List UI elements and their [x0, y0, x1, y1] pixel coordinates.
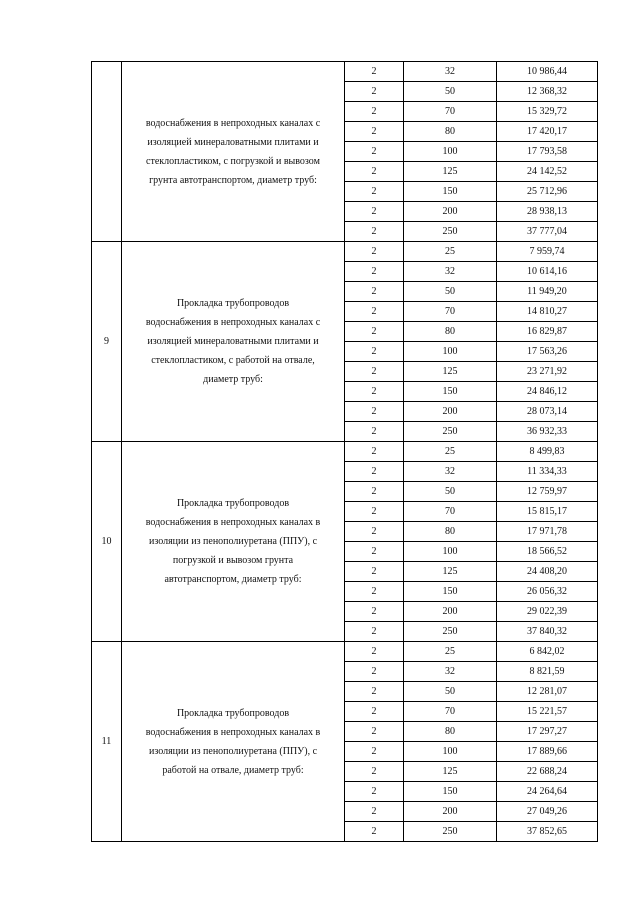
price-cell: 17 297,27 [497, 722, 598, 742]
price-cell: 15 221,57 [497, 702, 598, 722]
diameter-cell: 80 [404, 122, 497, 142]
price-cell: 10 614,16 [497, 262, 598, 282]
amount-cell: 2 [345, 782, 404, 802]
amount-cell: 2 [345, 642, 404, 662]
price-cell: 26 056,32 [497, 582, 598, 602]
item-number: 11 [92, 642, 122, 842]
diameter-cell: 100 [404, 542, 497, 562]
price-cell: 12 281,07 [497, 682, 598, 702]
amount-cell: 2 [345, 662, 404, 682]
price-cell: 8 821,59 [497, 662, 598, 682]
description-line: Прокладка трубопроводов [176, 707, 290, 719]
diameter-cell: 32 [404, 662, 497, 682]
price-cell: 28 073,14 [497, 402, 598, 422]
description-line: работой на отвале, диаметр труб: [162, 764, 304, 776]
diameter-cell: 50 [404, 482, 497, 502]
diameter-cell: 25 [404, 442, 497, 462]
price-cell: 17 420,17 [497, 122, 598, 142]
diameter-cell: 32 [404, 262, 497, 282]
description-line: водоснабжения в непроходных каналах в [145, 517, 321, 528]
amount-cell: 2 [345, 142, 404, 162]
price-cell: 22 688,24 [497, 762, 598, 782]
diameter-cell: 25 [404, 642, 497, 662]
description-line: изоляции из пенополиуретана (ППУ), с [148, 536, 318, 547]
description-line: погрузкой и вывозом грунта [172, 555, 294, 566]
price-cell: 18 566,52 [497, 542, 598, 562]
item-number: 10 [92, 442, 122, 642]
diameter-cell: 70 [404, 302, 497, 322]
diameter-cell: 70 [404, 102, 497, 122]
amount-cell: 2 [345, 82, 404, 102]
amount-cell: 2 [345, 462, 404, 482]
amount-cell: 2 [345, 622, 404, 642]
amount-cell: 2 [345, 482, 404, 502]
amount-cell: 2 [345, 262, 404, 282]
price-cell: 37 852,65 [497, 822, 598, 842]
price-cell: 15 815,17 [497, 502, 598, 522]
price-cell: 8 499,83 [497, 442, 598, 462]
amount-cell: 2 [345, 522, 404, 542]
item-description [122, 442, 345, 642]
diameter-cell: 150 [404, 182, 497, 202]
item-description [122, 242, 345, 442]
amount-cell: 2 [345, 122, 404, 142]
description-line: диаметр труб: [203, 374, 263, 385]
amount-cell: 2 [345, 282, 404, 302]
amount-cell: 2 [345, 722, 404, 742]
price-cell: 14 810,27 [497, 302, 598, 322]
price-cell: 7 959,74 [497, 242, 598, 262]
price-cell: 17 563,26 [497, 342, 598, 362]
diameter-cell: 150 [404, 582, 497, 602]
description-line: Прокладка трубопроводов [176, 298, 290, 309]
amount-cell: 2 [345, 702, 404, 722]
description-line: стеклопластиком, с работой на отвале, [151, 355, 315, 366]
price-cell: 10 986,44 [497, 62, 598, 82]
description-line: изоляцией минераловатными плитами и [147, 336, 319, 347]
price-cell: 11 949,20 [497, 282, 598, 302]
description-line: водоснабжения в непроходных каналах в [145, 726, 321, 738]
diameter-cell: 50 [404, 282, 497, 302]
price-cell: 36 932,33 [497, 422, 598, 442]
description-line: водоснабжения в непроходных каналах с [145, 317, 321, 328]
diameter-cell: 25 [404, 242, 497, 262]
diameter-cell: 250 [404, 622, 497, 642]
amount-cell: 2 [345, 822, 404, 842]
amount-cell: 2 [345, 242, 404, 262]
price-cell: 37 840,32 [497, 622, 598, 642]
price-cell: 37 777,04 [497, 222, 598, 242]
diameter-cell: 200 [404, 602, 497, 622]
diameter-cell: 150 [404, 782, 497, 802]
price-cell: 29 022,39 [497, 602, 598, 622]
amount-cell: 2 [345, 382, 404, 402]
diameter-cell: 150 [404, 382, 497, 402]
diameter-cell: 200 [404, 402, 497, 422]
amount-cell: 2 [345, 802, 404, 822]
price-cell: 15 329,72 [497, 102, 598, 122]
diameter-cell: 50 [404, 682, 497, 702]
amount-cell: 2 [345, 762, 404, 782]
price-cell: 28 938,13 [497, 202, 598, 222]
item-description [122, 62, 345, 242]
amount-cell: 2 [345, 442, 404, 462]
price-cell: 12 759,97 [497, 482, 598, 502]
amount-cell: 2 [345, 102, 404, 122]
price-cell: 23 271,92 [497, 362, 598, 382]
price-table [91, 61, 598, 842]
amount-cell: 2 [345, 602, 404, 622]
price-cell: 12 368,32 [497, 82, 598, 102]
amount-cell: 2 [345, 322, 404, 342]
diameter-cell: 200 [404, 802, 497, 822]
amount-cell: 2 [345, 582, 404, 602]
item-number: 9 [92, 242, 122, 442]
price-cell: 25 712,96 [497, 182, 598, 202]
amount-cell: 2 [345, 62, 404, 82]
price-cell: 17 793,58 [497, 142, 598, 162]
price-cell: 27 049,26 [497, 802, 598, 822]
amount-cell: 2 [345, 682, 404, 702]
diameter-cell: 50 [404, 82, 497, 102]
item-description [122, 642, 345, 842]
diameter-cell: 250 [404, 822, 497, 842]
table-row [92, 642, 598, 662]
description-line: автотранспортом, диаметр труб: [164, 574, 302, 585]
amount-cell: 2 [345, 182, 404, 202]
description-line: грунта автотранспортом, диаметр труб: [149, 174, 317, 186]
diameter-cell: 125 [404, 162, 497, 182]
diameter-cell: 250 [404, 422, 497, 442]
amount-cell: 2 [345, 742, 404, 762]
description-line: изоляцией минераловатными плитами и [147, 136, 319, 148]
table-row [92, 442, 598, 462]
amount-cell: 2 [345, 222, 404, 242]
price-cell: 17 889,66 [497, 742, 598, 762]
price-cell: 24 408,20 [497, 562, 598, 582]
diameter-cell: 70 [404, 702, 497, 722]
diameter-cell: 125 [404, 562, 497, 582]
amount-cell: 2 [345, 162, 404, 182]
amount-cell: 2 [345, 422, 404, 442]
price-cell: 24 846,12 [497, 382, 598, 402]
description-line: стеклопластиком, с погрузкой и вывозом [146, 155, 320, 167]
diameter-cell: 100 [404, 142, 497, 162]
description-line: водоснабжения в непроходных каналах с [145, 117, 321, 129]
price-cell: 11 334,33 [497, 462, 598, 482]
amount-cell: 2 [345, 302, 404, 322]
diameter-cell: 80 [404, 522, 497, 542]
amount-cell: 2 [345, 362, 404, 382]
price-table-body [92, 62, 598, 842]
amount-cell: 2 [345, 402, 404, 422]
diameter-cell: 200 [404, 202, 497, 222]
price-cell: 16 829,87 [497, 322, 598, 342]
price-cell: 24 142,52 [497, 162, 598, 182]
diameter-cell: 125 [404, 362, 497, 382]
description-line: изоляции из пенополиуретана (ППУ), с [148, 745, 318, 757]
diameter-cell: 32 [404, 62, 497, 82]
diameter-cell: 100 [404, 342, 497, 362]
description-line: Прокладка трубопроводов [176, 498, 290, 509]
amount-cell: 2 [345, 542, 404, 562]
table-row [92, 62, 598, 82]
diameter-cell: 250 [404, 222, 497, 242]
diameter-cell: 80 [404, 722, 497, 742]
diameter-cell: 125 [404, 762, 497, 782]
price-cell: 24 264,64 [497, 782, 598, 802]
item-number [92, 62, 122, 242]
table-row [92, 242, 598, 262]
diameter-cell: 100 [404, 742, 497, 762]
amount-cell: 2 [345, 562, 404, 582]
amount-cell: 2 [345, 202, 404, 222]
amount-cell: 2 [345, 342, 404, 362]
diameter-cell: 80 [404, 322, 497, 342]
price-cell: 6 842,02 [497, 642, 598, 662]
diameter-cell: 32 [404, 462, 497, 482]
amount-cell: 2 [345, 502, 404, 522]
diameter-cell: 70 [404, 502, 497, 522]
price-cell: 17 971,78 [497, 522, 598, 542]
